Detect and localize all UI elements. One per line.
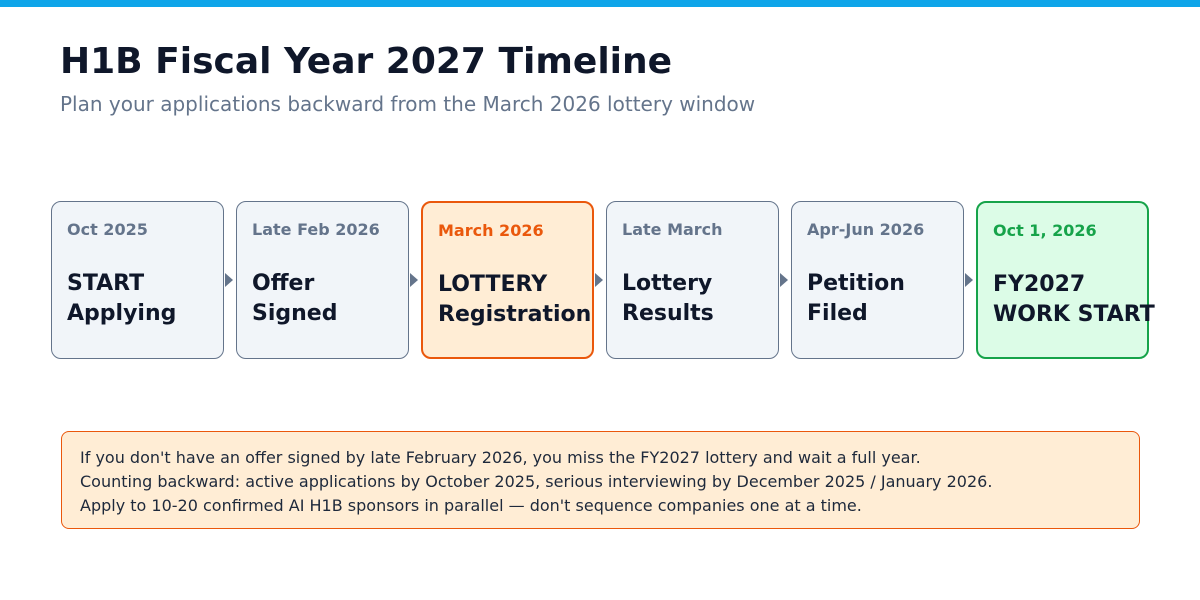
step-label: [807, 269, 905, 329]
step-label: [622, 269, 714, 329]
page-title: H1B Fiscal Year 2027 Timeline: [60, 41, 673, 82]
callout-line: Apply to 10-20 confirmed AI H1B sponsors in parallel — don't sequence companies one at a time.: [80, 496, 862, 515]
step-date: Late Feb 2026: [252, 220, 380, 239]
step-label-line: Registration: [438, 302, 592, 327]
step-date: Oct 1, 2026: [993, 221, 1097, 240]
step-date: Apr-Jun 2026: [807, 220, 925, 239]
timeline-step-start-applying: [51, 201, 224, 359]
timeline-step-petition-filed: [791, 201, 964, 359]
step-label: [252, 269, 337, 329]
arrow-right-icon: [225, 273, 233, 287]
step-date: Oct 2025: [67, 220, 148, 239]
step-label-line: START: [67, 271, 145, 296]
step-label-line: Applying: [67, 301, 177, 326]
arrow-right-icon: [595, 273, 603, 287]
step-label-line: Lottery: [622, 271, 713, 296]
step-date: Late March: [622, 220, 723, 239]
arrow-right-icon: [780, 273, 788, 287]
arrow-right-icon: [410, 273, 418, 287]
step-label-line: Offer: [252, 271, 315, 296]
step-label-line: Signed: [252, 301, 338, 326]
page-subtitle: Plan your applications backward from the March 2026 lottery window: [60, 92, 756, 116]
step-label: [438, 270, 591, 330]
step-label: [993, 270, 1155, 330]
step-date: March 2026: [438, 221, 544, 240]
step-label-line: LOTTERY: [438, 272, 548, 297]
step-label-line: WORK START: [993, 302, 1155, 327]
step-label-line: Petition: [807, 271, 905, 296]
arrow-right-icon: [965, 273, 973, 287]
callout-line: If you don't have an offer signed by late February 2026, you miss the FY2027 lottery and wait a full year.: [80, 448, 921, 467]
callout-line: Counting backward: active applications by October 2025, serious interviewing by December 2025 / January 2026.: [80, 472, 993, 491]
timeline-step-lottery-registration: [421, 201, 594, 359]
step-label: [67, 269, 176, 329]
warning-callout: [61, 431, 1140, 529]
timeline-step-work-start: [976, 201, 1155, 359]
timeline-step-offer-signed: [236, 201, 409, 359]
step-label-line: FY2027: [993, 272, 1086, 297]
step-label-line: Filed: [807, 301, 868, 326]
timeline-step-lottery-results: [606, 201, 779, 359]
step-label-line: Results: [622, 301, 714, 326]
